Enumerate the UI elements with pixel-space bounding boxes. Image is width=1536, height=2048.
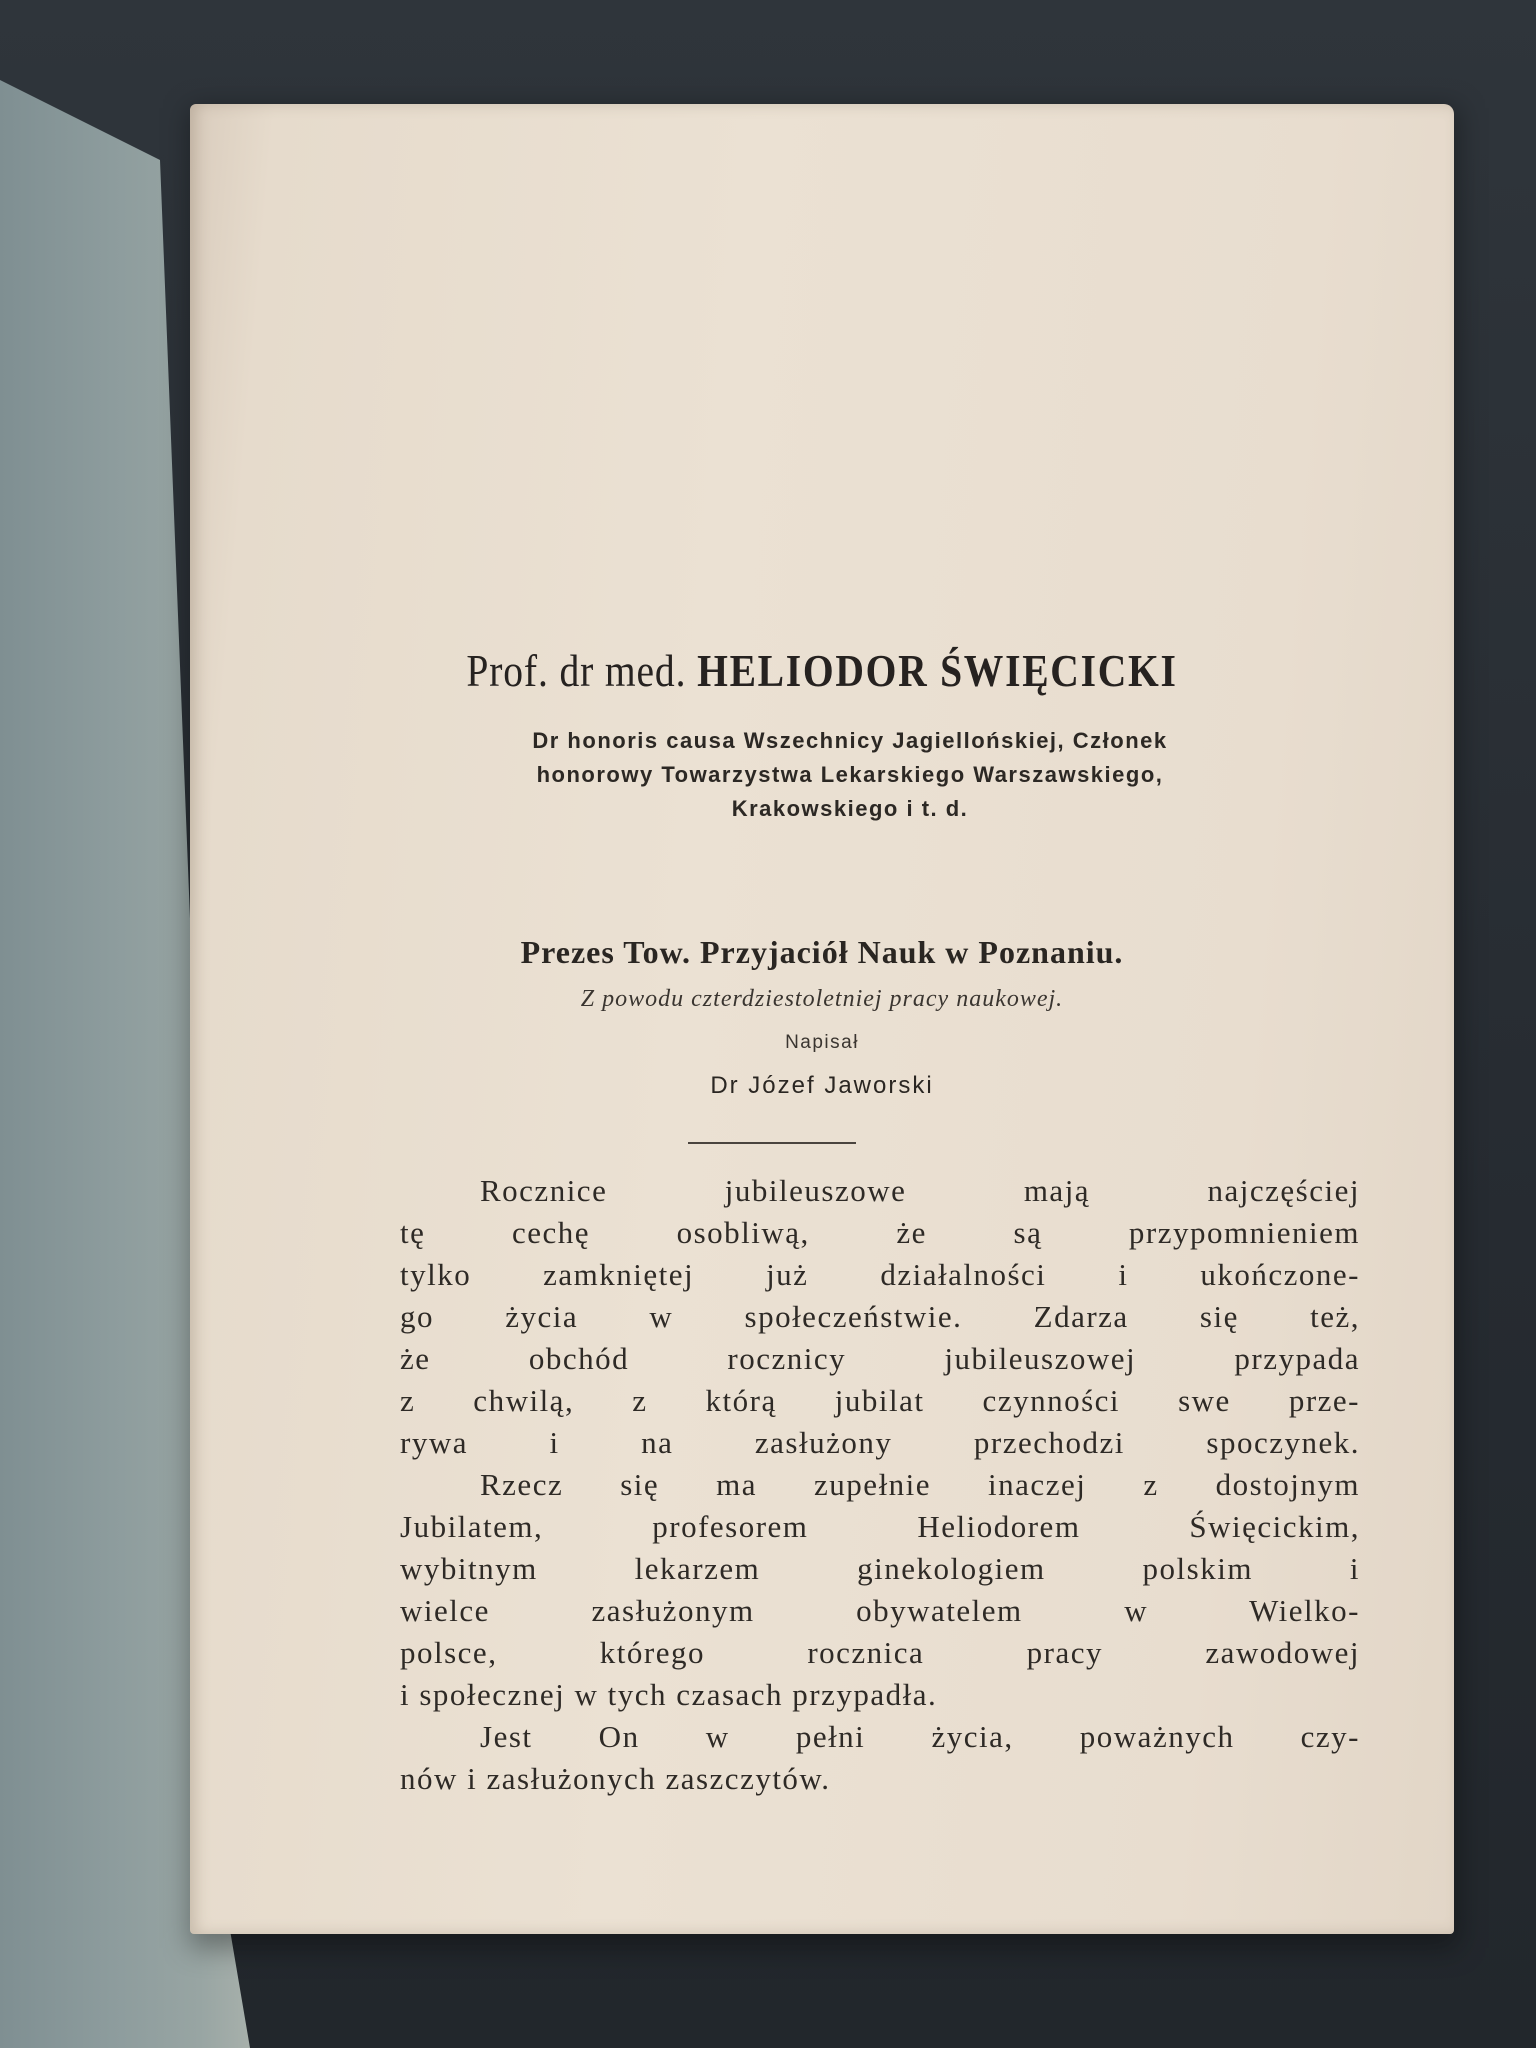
honors-line: Krakowskiego i t. d. xyxy=(731,796,969,821)
paragraph-2 xyxy=(400,1464,1360,1716)
text-line: Jubilatem, profesorem Heliodorem Święcickim, xyxy=(400,1509,1360,1544)
author-name: Dr Józef Jaworski xyxy=(710,1072,934,1099)
text-line: i społecznej w tych czasach przypadła. xyxy=(400,1677,938,1712)
section-divider xyxy=(688,1142,856,1144)
text-line: z chwilą, z którą jubilat czynności swe prze- xyxy=(400,1383,1360,1418)
honors-line: Dr honoris causa Wszechnicy Jagiellońskiej, Członek xyxy=(532,728,1168,753)
title-name: HELIODOR ŚWIĘCICKI xyxy=(697,645,1178,696)
text-line: go życia w społeczeństwie. Zdarza się też, xyxy=(400,1299,1360,1334)
text-line: tylko zamkniętej już działalności i ukończone- xyxy=(400,1257,1360,1292)
text-line: wielce zasłużonym obywatelem w Wielko- xyxy=(400,1593,1360,1628)
text-line: Rzecz się ma zupełnie inaczej z dostojnym xyxy=(480,1467,1360,1502)
honors-line: honorowy Towarzystwa Lekarskiego Warszawskiego, xyxy=(536,762,1164,787)
honors-block xyxy=(390,724,1310,826)
title-prefix: Prof. dr med. xyxy=(466,645,687,696)
text-line: wybitnym lekarzem ginekologiem polskim i xyxy=(400,1551,1360,1586)
president-line: Prezes Tow. Przyjaciół Nauk w Poznaniu. xyxy=(520,934,1124,970)
book-page xyxy=(190,104,1454,1934)
paragraph-1 xyxy=(400,1170,1360,1464)
text-line: polsce, którego rocznica pracy zawodowej xyxy=(400,1635,1360,1670)
written-by-label: Napisał xyxy=(785,1032,859,1053)
text-line: rywa i na zasłużony przechodzi spoczynek. xyxy=(400,1425,1360,1460)
page-content xyxy=(190,104,1454,1934)
text-line: nów i zasłużonych zaszczytów. xyxy=(400,1761,831,1796)
body-text xyxy=(400,1170,1360,1800)
text-line: że obchód rocznicy jubileuszowej przypada xyxy=(400,1341,1360,1376)
occasion-line: Z powodu czterdziestoletniej pracy naukowej. xyxy=(580,986,1064,1012)
paragraph-3 xyxy=(400,1716,1360,1800)
text-line: Jest On w pełni życia, poważnych czy- xyxy=(480,1719,1360,1754)
text-line: Rocznice jubileuszowe mają najczęściej xyxy=(480,1173,1360,1208)
text-line: tę cechę osobliwą, że są przypomnieniem xyxy=(400,1215,1360,1250)
page-title xyxy=(278,644,1365,697)
